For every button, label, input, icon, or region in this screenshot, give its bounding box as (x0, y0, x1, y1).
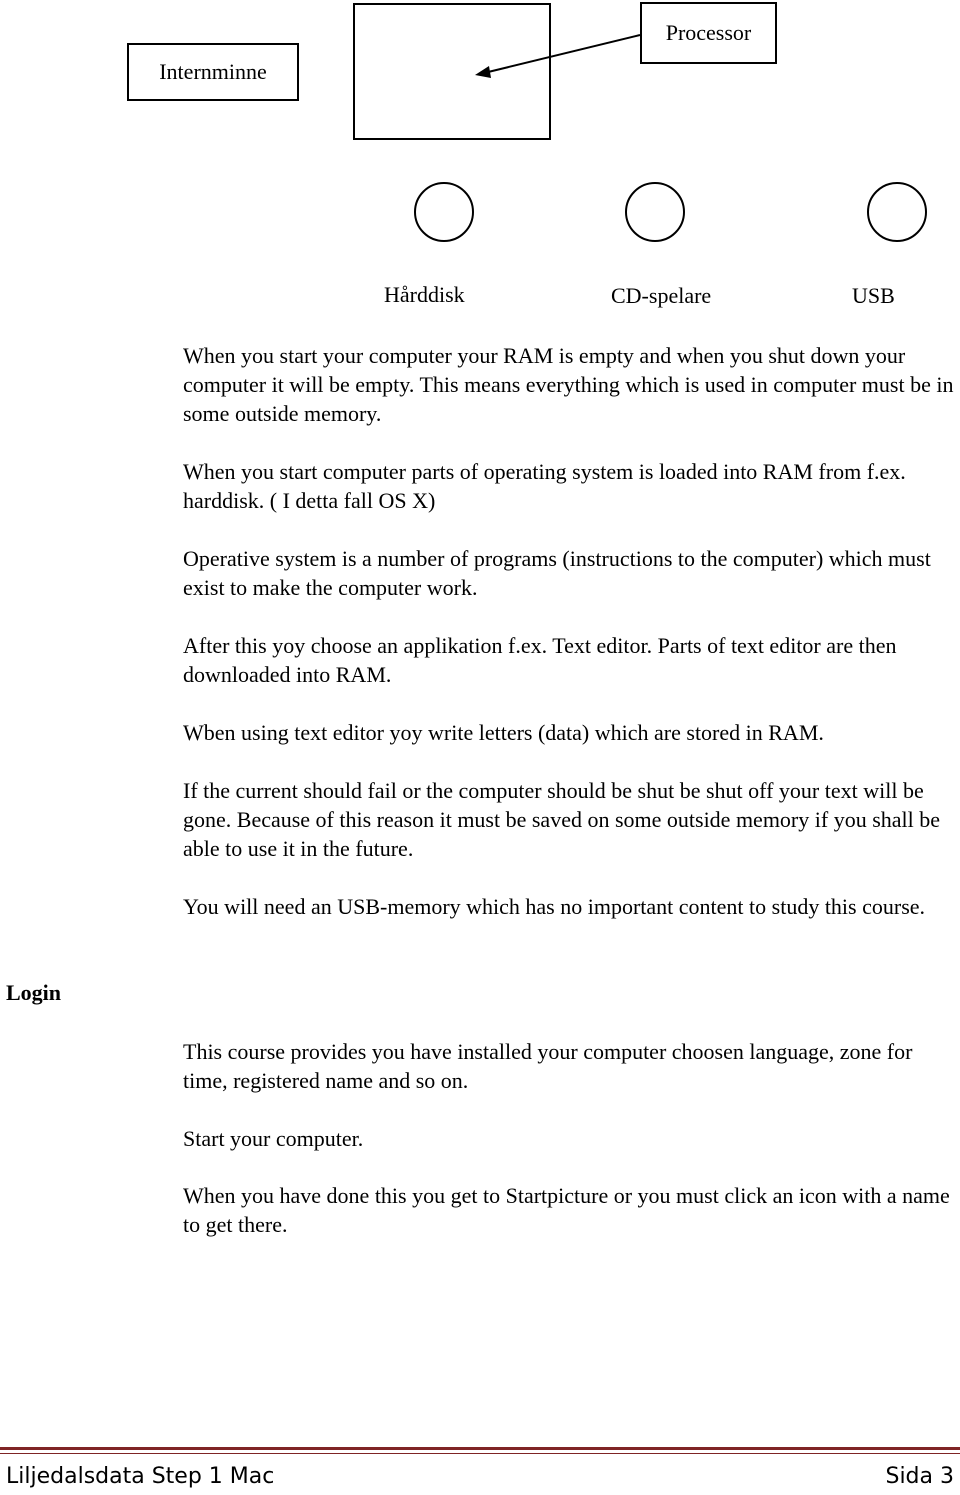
usb-circle (867, 182, 927, 242)
paragraph-application: After this yoy choose an applikation f.ex. Text editor. Parts of text editor are then downloaded into RAM. (183, 633, 897, 687)
paragraph-start-computer: Start your computer. (183, 1126, 364, 1151)
paragraph-usb-memory: You will need an USB-memory which has no important content to study this course. (183, 894, 926, 919)
paragraph-current-fail: If the current should fail or the computer should be shut be shut off your text will be gone. Because of this reason it must be saved on some outside memory if you shall be able to use it in the future. (183, 778, 941, 861)
processor-label: Processor (665, 20, 752, 45)
footer-rule-thick (0, 1447, 960, 1450)
paragraph-startpicture: When you have done this you get to Startpicture or you must click an icon with a name to get there. (183, 1183, 950, 1237)
footer-page-number: Sida 3 (885, 1464, 954, 1489)
paragraph-course-provides: This course provides you have installed your computer choosen language, zone for time, registered name and so on. (183, 1039, 913, 1093)
paragraph-ram-empty: When you start your computer your RAM is empty and when you shut down your computer it will be empty. This means everything which is used in computer must be in some outside memory. (183, 343, 954, 426)
harddisk-label: Hårddisk (384, 282, 465, 307)
paragraph-os-loaded: When you start computer parts of operating system is loaded into RAM from f.ex. harddisk. ( I detta fall OS X) (183, 459, 906, 513)
harddisk-circle (414, 182, 474, 242)
cd-player-label: CD-spelare (611, 283, 712, 308)
usb-label: USB (852, 283, 895, 308)
footer-title: Liljedalsdata Step 1 Mac (6, 1464, 275, 1489)
login-heading: Login (6, 980, 62, 1005)
footer-rule-thin (0, 1453, 960, 1454)
paragraph-operative-system: Operative system is a number of programs (instructions to the computer) which must exist to make the computer work. (183, 546, 931, 600)
internal-memory-label: Internminne (159, 59, 267, 84)
processor-arrow (0, 0, 960, 200)
paragraph-text-editor: Wben using text editor yoy write letters (data) which are stored in RAM. (183, 720, 824, 745)
cd-player-circle (625, 182, 685, 242)
